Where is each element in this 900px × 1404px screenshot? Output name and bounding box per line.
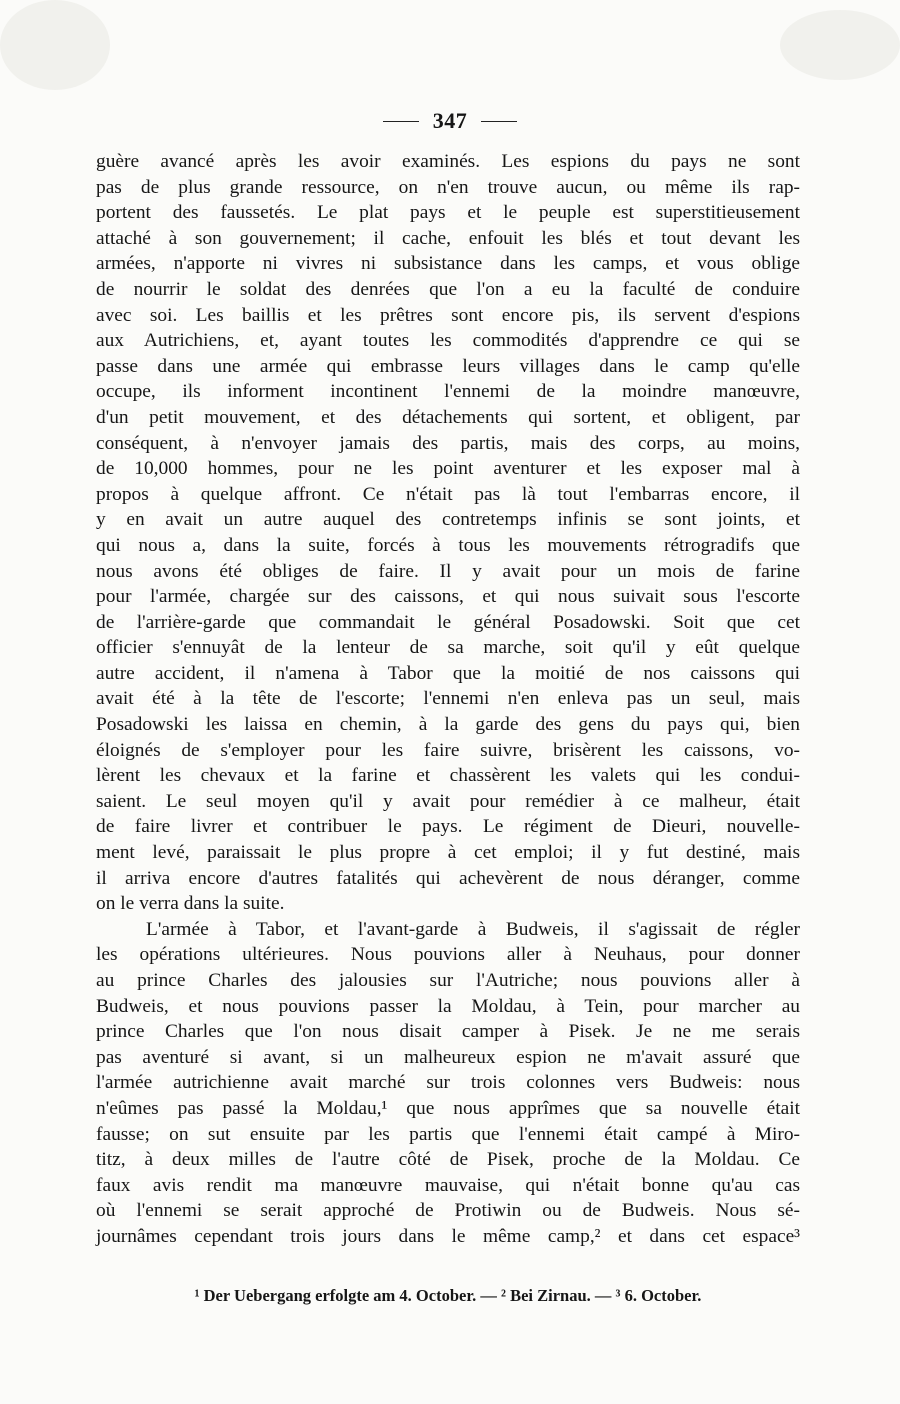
- text-line: on le verra dans la suite.: [96, 893, 285, 915]
- text-line: armées, n'apporte ni vivres ni subsistance dans les camps, et vous oblige: [96, 253, 800, 275]
- text-line: autre accident, il n'amena à Tabor que la moitié de nos caissons qui: [96, 662, 800, 684]
- text-line: n'eûmes pas passé la Moldau,¹ que nous apprîmes que sa nouvelle était: [96, 1097, 800, 1119]
- header-rule-right: [481, 121, 517, 122]
- text-line: passe dans une armée qui embrasse leurs villages dans le camp qu'elle: [96, 355, 800, 377]
- text-line: guère avancé après les avoir examinés. Les espions du pays ne sont: [96, 151, 800, 172]
- text-line: saient. Le seul moyen qu'il y avait pour remédier à ce malheur, était: [96, 790, 800, 812]
- text-line: lèrent les chevaux et la farine et chassèrent les valets qui les condui-: [96, 765, 800, 787]
- text-line: avec soi. Les baillis et les prêtres sont encore pis, ils servent d'espions: [96, 304, 800, 326]
- text-line: titz, à deux milles de l'autre côté de Pisek, proche de la Moldau. Ce: [96, 1149, 800, 1171]
- text-line: les opérations ultérieures. Nous pouvions aller à Neuhaus, pour donner: [96, 944, 800, 966]
- text-line: y en avait un autre auquel des contretemps infinis se sont joints, et: [96, 509, 800, 531]
- text-line: qui nous a, dans la suite, forcés à tous les mouvements rétrogradifs que: [96, 534, 800, 556]
- text-line: de 10,000 hommes, pour ne les point aventurer et les exposer mal à: [96, 458, 800, 480]
- page-header: [0, 104, 900, 138]
- text-line: occupe, ils informent incontinent l'ennemi de la moindre manœuvre,: [96, 381, 800, 403]
- text-line: portent des faussetés. Le plat pays et le peuple est superstitieusement: [96, 202, 800, 224]
- text-line: attaché à son gouvernement; il cache, enfouit les blés et tout devant les: [96, 227, 800, 249]
- paragraph: [96, 917, 800, 1250]
- text-line: éloignés de s'employer pour les faire suivre, brisèrent les caissons, vo-: [96, 739, 800, 761]
- text-line: Posadowski les laissa en chemin, à la garde des gens du pays qui, bien: [96, 714, 800, 736]
- text-line: faux avis rendit ma manœuvre mauvaise, qui n'était bonne qu'au cas: [96, 1174, 800, 1196]
- text-line: de l'arrière-garde que commandait le général Posadowski. Soit que cet: [96, 611, 800, 633]
- text-line: L'armée à Tabor, et l'avant-garde à Budweis, il s'agissait de régler: [146, 918, 800, 940]
- text-line: pour l'armée, chargée sur des caissons, et qui nous suivait sous l'escorte: [96, 586, 800, 608]
- text-line: de nourrir le soldat des denrées que l'on a eu la faculté de conduire: [96, 278, 800, 300]
- text-line: aux Autrichiens, et, ayant toutes les commodités d'apprendre ce qui se: [96, 330, 800, 352]
- text-line: officier s'ennuyât de la lenteur de sa marche, soit qu'il y eût quelque: [96, 637, 800, 659]
- text-line: conséquent, à n'envoyer jamais des partis, mais des corps, au moins,: [96, 432, 800, 454]
- text-line: où l'ennemi se serait approché de Protiwin ou de Budweis. Nous sé-: [96, 1200, 800, 1222]
- text-line: pas de plus grande ressource, on n'en trouve aucun, ou même ils rap-: [96, 176, 800, 198]
- text-line: nous avons été obliges de faire. Il y avait pour un mois de farine: [96, 560, 800, 582]
- text-line: il arriva encore d'autres fatalités qui achevèrent de nous déranger, comme: [96, 867, 800, 889]
- text-line: de faire livrer et contribuer le pays. Le régiment de Dieuri, nouvelle-: [96, 816, 800, 838]
- paper-stain: [0, 0, 110, 90]
- text-line: Budweis, et nous pouvions passer la Moldau, à Tein, pour marcher au: [96, 995, 800, 1017]
- header-rule-left: [383, 121, 419, 122]
- footnotes: ¹ Der Uebergang erfolgte am 4. October. — ² Bei Zirnau. — ³ 6. October.: [194, 1286, 702, 1305]
- text-line: pas aventuré si avant, si un malheureux espion ne m'avait assuré que: [96, 1046, 800, 1068]
- text-line: prince Charles que l'on nous disait camper à Pisek. Je ne me serais: [96, 1021, 800, 1043]
- text-line: l'armée autrichienne avait marché sur trois colonnes vers Budweis: nous: [96, 1072, 800, 1094]
- text-line: d'un petit mouvement, et des détachements qui sortent, et obligent, par: [96, 406, 800, 428]
- paper-stain: [780, 10, 900, 80]
- text-line: au prince Charles des jalousies sur l'Autriche; nous pouvions aller à: [96, 970, 800, 991]
- text-line: fausse; on sut ensuite par les partis que l'ennemi était campé à Miro-: [96, 1123, 800, 1145]
- page-number: 347: [432, 108, 468, 133]
- text-line: avait été à la tête de l'escorte; l'ennemi n'en enleva pas un seul, mais: [96, 688, 800, 710]
- text-line: ment levé, paraissait le plus propre à cet emploi; il y fut destiné, mais: [96, 842, 800, 864]
- text-line: journâmes cependant trois jours dans le même camp,² et dans cet espace³: [96, 1225, 800, 1247]
- paragraph: [96, 149, 800, 917]
- text-line: propos à quelque affront. Ce n'était pas là tout l'embarras encore, il: [96, 483, 800, 505]
- body-text: [96, 149, 800, 1250]
